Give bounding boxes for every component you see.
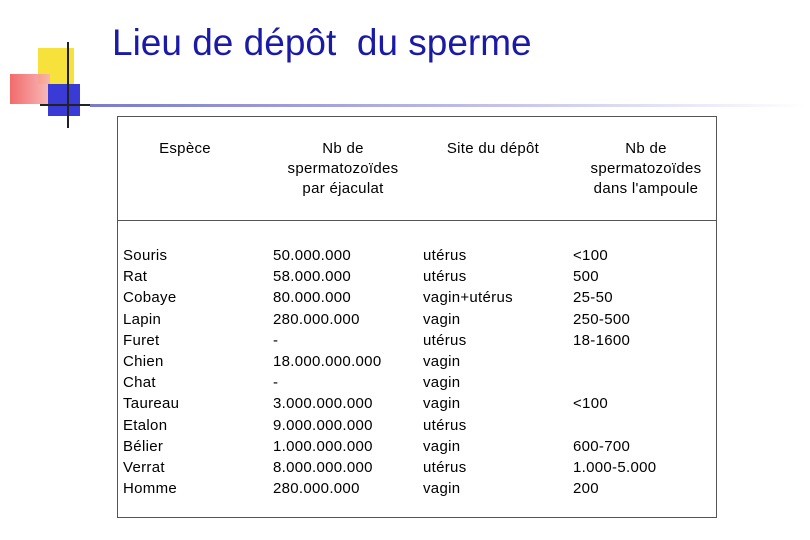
cell-deposit-site: vagin+utérus bbox=[423, 289, 513, 307]
cell-sperm-per-ejaculate: 280.000.000 bbox=[273, 310, 360, 328]
cell-species: Chat bbox=[123, 374, 156, 392]
logo-red-square bbox=[10, 74, 50, 104]
header-divider bbox=[118, 220, 716, 221]
page-title: Lieu de dépôt du sperme bbox=[112, 22, 532, 63]
cell-sperm-per-ejaculate: 18.000.000.000 bbox=[273, 352, 382, 370]
cell-sperm-in-ampulla: 500 bbox=[573, 268, 599, 286]
cell-species: Homme bbox=[123, 480, 178, 498]
cell-species: Cobaye bbox=[123, 289, 177, 307]
cell-deposit-site: utérus bbox=[423, 331, 467, 349]
cell-species: Bélier bbox=[123, 437, 164, 455]
cell-sperm-per-ejaculate: 280.000.000 bbox=[273, 480, 360, 498]
cell-sperm-in-ampulla: <100 bbox=[573, 395, 608, 413]
cell-sperm-per-ejaculate: 9.000.000.000 bbox=[273, 416, 373, 434]
cell-sperm-in-ampulla bbox=[573, 372, 656, 393]
cell-sperm-per-ejaculate: 3.000.000.000 bbox=[273, 395, 373, 413]
cell-sperm-in-ampulla bbox=[573, 351, 656, 372]
cell-deposit-site: vagin bbox=[423, 437, 461, 455]
slide-logo bbox=[10, 38, 120, 130]
column-deposit-site bbox=[423, 245, 513, 499]
species-table bbox=[117, 116, 717, 518]
cell-species: Verrat bbox=[123, 458, 165, 476]
cell-sperm-in-ampulla: <100 bbox=[573, 247, 608, 264]
cell-species: Lapin bbox=[123, 310, 162, 328]
cell-deposit-site: vagin bbox=[423, 395, 461, 413]
column-species bbox=[123, 245, 179, 499]
logo-vertical-line bbox=[67, 42, 69, 128]
cell-species: Taureau bbox=[123, 395, 180, 413]
title-underline bbox=[90, 104, 805, 107]
cell-sperm-per-ejaculate: 1.000.000.000 bbox=[273, 437, 373, 455]
cell-sperm-in-ampulla: 18-1600 bbox=[573, 331, 631, 349]
cell-sperm-per-ejaculate: 58.000.000 bbox=[273, 268, 352, 286]
header-sperm-in-ampulla: Nb de spermatozoïdes dans l'ampoule bbox=[590, 140, 702, 197]
cell-species: Etalon bbox=[123, 416, 168, 434]
header-sperm-per-ejaculate: Nb de spermatozoïdes par éjaculat bbox=[287, 140, 399, 197]
cell-deposit-site: utérus bbox=[423, 458, 467, 476]
header-species: Espèce bbox=[159, 140, 211, 157]
cell-species: Furet bbox=[123, 331, 160, 349]
cell-deposit-site: vagin bbox=[423, 374, 461, 392]
cell-deposit-site: utérus bbox=[423, 247, 467, 264]
cell-species: Souris bbox=[123, 247, 168, 264]
cell-deposit-site: utérus bbox=[423, 268, 467, 286]
cell-sperm-in-ampulla: 200 bbox=[573, 480, 599, 498]
cell-sperm-per-ejaculate: 50.000.000 bbox=[273, 247, 352, 264]
column-sperm-per-ejaculate bbox=[273, 245, 381, 499]
cell-species: Rat bbox=[123, 268, 148, 286]
cell-deposit-site: vagin bbox=[423, 310, 461, 328]
header-deposit-site: Site du dépôt bbox=[446, 140, 540, 157]
cell-sperm-in-ampulla: 250-500 bbox=[573, 310, 631, 328]
cell-species: Chien bbox=[123, 352, 164, 370]
cell-sperm-per-ejaculate: 8.000.000.000 bbox=[273, 458, 373, 476]
cell-sperm-in-ampulla: 1.000-5.000 bbox=[573, 458, 657, 476]
cell-sperm-per-ejaculate: - bbox=[273, 374, 279, 392]
cell-deposit-site: vagin bbox=[423, 352, 461, 370]
cell-sperm-in-ampulla: 600-700 bbox=[573, 437, 631, 455]
cell-sperm-per-ejaculate: 80.000.000 bbox=[273, 289, 352, 307]
logo-blue-square bbox=[48, 84, 80, 116]
cell-sperm-in-ampulla: 25-50 bbox=[573, 289, 613, 307]
cell-sperm-in-ampulla bbox=[573, 415, 656, 436]
cell-deposit-site: utérus bbox=[423, 416, 467, 434]
column-sperm-in-ampulla bbox=[573, 245, 656, 499]
cell-sperm-per-ejaculate: - bbox=[273, 331, 279, 349]
cell-deposit-site: vagin bbox=[423, 480, 461, 498]
